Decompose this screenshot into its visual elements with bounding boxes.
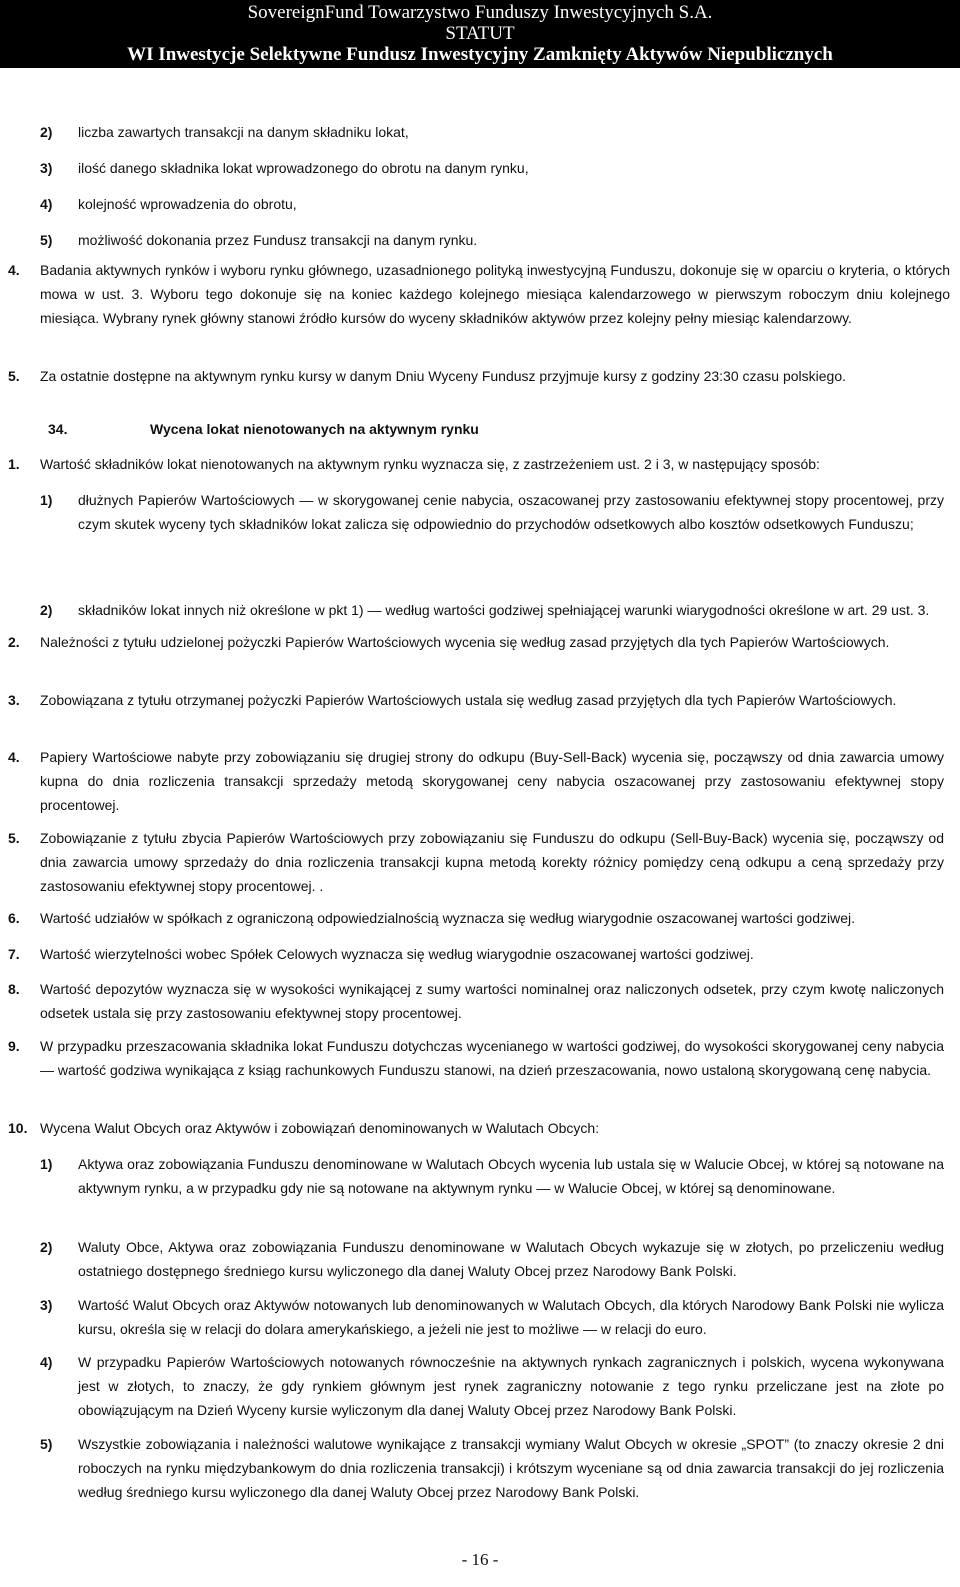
list-item-text: W przypadku Papierów Wartościowych notowanych równocześnie na aktywnych rynkach zagranicznych i polskich, wycena wykonywana jest w złotych, to znaczy, że gdy rynkiem głównym jest rynek zagraniczny notowanie z tego rynku przeliczane jest na złote po obowiązującym na Dzień Wyceny kursie wyliczonym dla danej Waluty Obcej przez Narodowy Bank Polski. [78,1354,944,1418]
paragraph-number: 6. [8,910,20,926]
paragraph-number: 10. [8,1120,28,1136]
paragraph-text: Za ostatnie dostępne na aktywnym rynku kursy w danym Dniu Wyceny Fundusz przyjmuje kursy z godziny 23:30 czasu polskiego. [40,368,847,384]
paragraph-text: Wartość wierzytelności wobec Spółek Celowych wyznacza się według wiarygodnie oszacowanej wartości godziwej. [40,946,754,962]
paragraph-number: 9. [8,1038,20,1054]
paragraph-text: W przypadku przeszacowania składnika lokat Funduszu dotychczas wycenianego w wartości godziwej, do wysokości skorygowanej ceny nabycia — wartość godziwa wynikająca z ksiąg rachunkowych Funduszu stanowi, na dzień przeszacowania, nowo ustaloną skorygowaną cenę nabycia. [40,1038,944,1078]
header-fund-name: WI Inwestycje Selektywne Fundusz Inwestycyjny Zamknięty Aktywów Niepublicznych [127,44,833,65]
list-item-number: 4) [40,196,53,212]
paragraph-text: Wartość udziałów w spółkach z ograniczoną odpowiedzialnością wyznacza się według wiarygodnie oszacowanej wartości godziwej. [40,910,856,926]
list-item-text: Wartość Walut Obcych oraz Aktywów notowanych lub denominowanych w Walutach Obcych, dla których Narodowy Bank Polski nie wylicza kursu, określa się w relacji do dolara amerykańskiego, a jeżeli nie jest to możliwe — w relacji do euro. [78,1297,944,1337]
section-title: Wycena lokat nienotowanych na aktywnym rynku [150,421,479,437]
section-number: 34. [48,421,68,437]
paragraph-number: 4. [8,749,20,765]
paragraph-number: 1. [8,456,20,472]
paragraph-number: 5. [8,830,20,846]
list-item-number: 3) [40,1297,53,1313]
list-item-number: 1) [40,492,53,508]
list-item-text: dłużnych Papierów Wartościowych — w skorygowanej cenie nabycia, oszacowanej przy zastosowaniu efektywnej stopy procentowej, przy czym skutek wyceny tych składników lokat zalicza się odpowiednio do przychodów odsetkowych albo kosztów odsetkowych Funduszu; [78,492,944,532]
list-item-number: 2) [40,124,53,140]
paragraph-text: Badania aktywnych rynków i wyboru rynku głównego, uzasadnionego polityką inwestycyjną Funduszu, dokonuje się w oparciu o kryteria, o których mowa w ust. 3. Wyboru tego dokonuje się na koniec każdego kolejnego miesiąca kalendarzowego w pierwszym roboczym dniu kolejnego miesiąca. Wybrany rynek główny stanowi źródło kursów do wyceny składników aktywów przez kolejny pełny miesiąc kalendarzowy. [40,262,950,326]
paragraph-text: Wartość depozytów wyznacza się w wysokości wynikającej z sumy wartości nominalnej oraz naliczonych odsetek, przy czym kwotę naliczonych odsetek ustala się przy zastosowaniu efektywnej stopy procentowej. [40,981,944,1021]
header-company: SovereignFund Towarzystwo Funduszy Inwestycyjnych S.A. [247,2,713,23]
list-item-text: liczba zawartych transakcji na danym składniku lokat, [78,124,409,140]
page-number: - 16 - [461,1550,499,1569]
list-item-text: ilość danego składnika lokat wprowadzonego do obrotu na danym rynku, [78,160,529,176]
list-item-number: 2) [40,1239,53,1255]
list-item-text: Waluty Obce, Aktywa oraz zobowiązania Funduszu denominowane w Walutach Obcych wykazuje się w złotych, po przeliczeniu według ostatniego dostępnego średniego kursu wyliczonego dla danej Waluty Obcej przez Narodowy Bank Polski. [78,1239,944,1279]
list-item-number: 1) [40,1156,53,1172]
paragraph-number: 8. [8,981,20,997]
paragraph-number: 5. [8,368,20,384]
list-item-number: 5) [40,232,53,248]
list-item-number: 3) [40,160,53,176]
header-statute: STATUT [445,23,515,44]
list-item-text: składników lokat innych niż określone w pkt 1) — według wartości godziwej spełniającej warunki wiarygodności określone w art. 29 ust. 3. [78,602,930,618]
list-item-number: 2) [40,602,53,618]
list-item-text: Aktywa oraz zobowiązania Funduszu denominowane w Walutach Obcych wycenia lub ustala się w Walucie Obcej, w której są notowane na aktywnym rynku, a w przypadku gdy nie są notowane na aktywnym rynku — w Walucie Obcej, w której są denominowane. [78,1156,944,1196]
paragraph-number: 4. [8,262,20,278]
paragraph-text: Zobowiązana z tytułu otrzymanej pożyczki Papierów Wartościowych ustala się według zasad przyjętych dla tych Papierów Wartościowych. [40,692,897,708]
paragraph-number: 7. [8,946,20,962]
list-item-number: 5) [40,1436,53,1452]
paragraph-number: 3. [8,692,20,708]
paragraph-text: Wycena Walut Obcych oraz Aktywów i zobowiązań denominowanych w Walutach Obcych: [40,1120,600,1136]
paragraph-text: Zobowiązanie z tytułu zbycia Papierów Wartościowych przy zobowiązaniu się Funduszu do odkupu (Sell-Buy-Back) wycenia się, począwszy od dnia zawarcia umowy sprzedaży do dnia rozliczenia transakcji kupna metodą korekty różnicy pomiędzy ceną odkupu a ceną sprzedaży przy zastosowaniu efektywnej stopy procentowej. . [40,830,944,894]
list-item-text: Wszystkie zobowiązania i należności walutowe wynikające z transakcji wymiany Walut Obcych w okresie „SPOT” (to znaczy okresie 2 dni roboczych na rynku międzybankowym do dnia rozliczenia transakcji) i krótszym wyceniane są od dnia zawarcia transakcji do jej rozliczenia według średniego kursu wyliczonego dla danej Waluty Obcej przez Narodowy Bank Polski. [78,1436,944,1500]
list-item-number: 4) [40,1354,53,1370]
paragraph-number: 2. [8,634,20,650]
paragraph-text: Wartość składników lokat nienotowanych na aktywnym rynku wyznacza się, z zastrzeżeniem ust. 2 i 3, w następujący sposób: [40,456,820,472]
list-item-text: możliwość dokonania przez Fundusz transakcji na danym rynku. [78,232,478,248]
paragraph-text: Należności z tytułu udzielonej pożyczki Papierów Wartościowych wycenia się według zasad przyjętych dla tych Papierów Wartościowych. [40,634,890,650]
list-item-text: kolejność wprowadzenia do obrotu, [78,196,297,212]
paragraph-text: Papiery Wartościowe nabyte przy zobowiązaniu się drugiej strony do odkupu (Buy-Sell-Back) wycenia się, począwszy od dnia zawarcia umowy kupna do dnia rozliczenia transakcji sprzedaży metodą skorygowanej ceny nabycia oszacowanej przy zastosowaniu efektywnej stopy procentowej. [40,749,944,813]
